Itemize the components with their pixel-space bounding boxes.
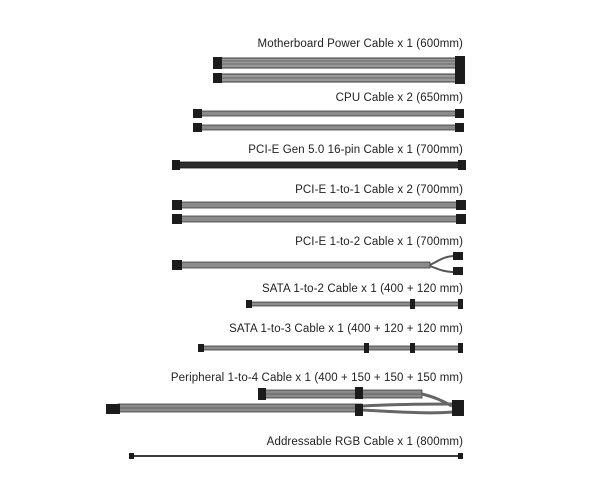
- cable-label-sata-1-to-3: SATA 1-to-3 Cable x 1 (400 + 120 + 120 mm): [229, 323, 463, 335]
- cable-label-pcie-gen5-16pin: PCI-E Gen 5.0 16-pin Cable x 1 (700mm): [248, 144, 463, 156]
- cpu-cable-image: [193, 109, 464, 132]
- sata-1-to-3-cable-image: [198, 343, 463, 353]
- cable-label-cpu: CPU Cable x 2 (650mm): [335, 92, 463, 104]
- pcie-1-to-1-cable-image: [172, 200, 466, 224]
- cable-label-argb: Addressable RGB Cable x 1 (800mm): [266, 436, 463, 448]
- cable-label-motherboard-power: Motherboard Power Cable x 1 (600mm): [257, 38, 463, 50]
- cable-label-peripheral-1-to-4: Peripheral 1-to-4 Cable x 1 (400 + 150 + 150 + 150 mm): [170, 372, 463, 384]
- cable-label-pcie-1-to-2: PCI-E 1-to-2 Cable x 1 (700mm): [295, 236, 463, 248]
- cable-label-sata-1-to-2: SATA 1-to-2 Cable x 1 (400 + 120 mm): [262, 283, 463, 295]
- sata-1-to-2-cable-image: [246, 299, 463, 309]
- cable-label-pcie-1-to-1: PCI-E 1-to-1 Cable x 2 (700mm): [295, 184, 463, 196]
- motherboard-power-cable-image: [213, 56, 465, 84]
- argb-cable-image: [129, 453, 463, 459]
- peripheral-1-to-4-cable-image: [106, 387, 464, 416]
- pcie-1-to-2-cable-image: [172, 252, 463, 275]
- pcie-gen5-cable-image: [172, 160, 466, 170]
